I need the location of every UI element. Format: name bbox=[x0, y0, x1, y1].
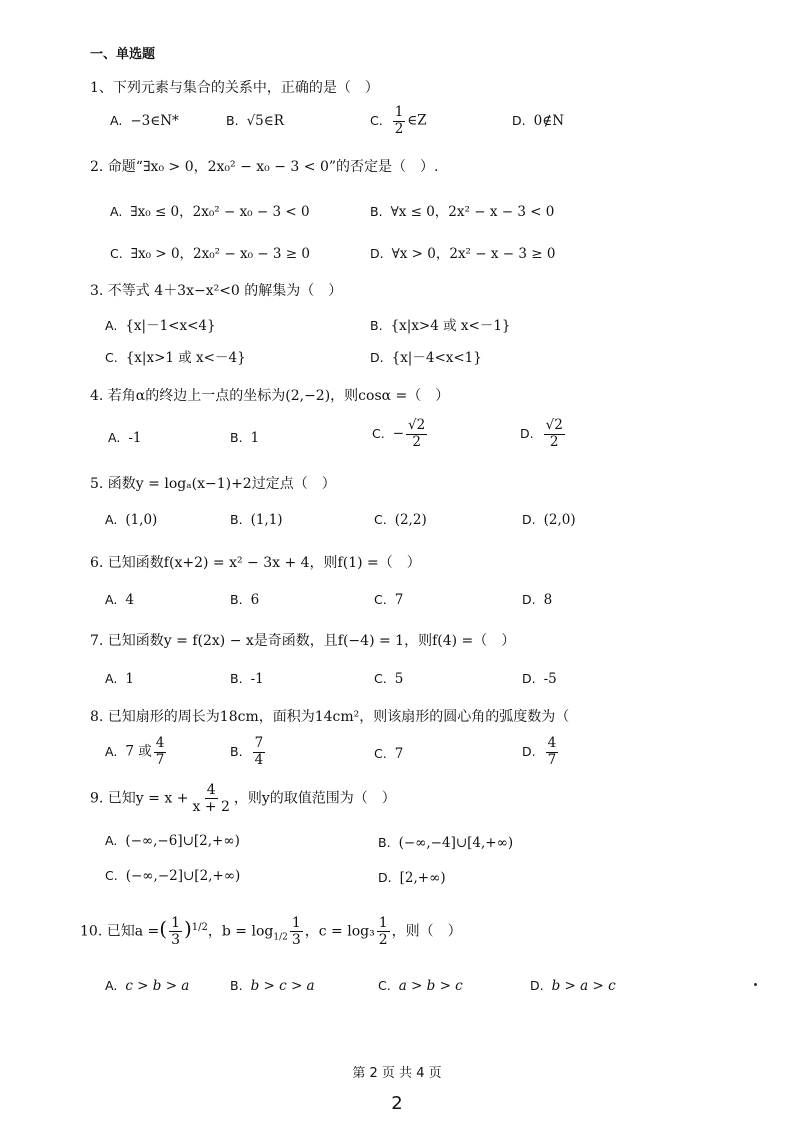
q5-option-b: B. (1,1) bbox=[230, 512, 283, 528]
q8-option-c: C. 7 bbox=[374, 746, 404, 762]
q8-option-b: B. $\frac{7}{4}$ bbox=[230, 735, 264, 768]
q5-option-c: C. (2,2) bbox=[374, 512, 427, 528]
q6-option-d: D. 8 bbox=[522, 592, 553, 608]
q1-option-c: C. $\frac{1}{2}$ ∈Z bbox=[370, 104, 427, 137]
q4-option-a: A. -1 bbox=[108, 430, 142, 446]
q9-option-d: D. [2,+∞) bbox=[378, 870, 446, 886]
q3-option-a: A. {x|－1<x<4} bbox=[105, 318, 216, 334]
q6-option-b: B. 6 bbox=[230, 592, 260, 608]
q1-option-a: A. −3∈N* bbox=[110, 113, 179, 129]
q4-option-b: B. 1 bbox=[230, 430, 260, 446]
q2-option-b: B. ∀x ≤ 0，2x² − x − 3 < 0 bbox=[370, 204, 555, 220]
q5-option-a: A. (1,0) bbox=[105, 512, 158, 528]
q1-option-b: B. √5∈R bbox=[226, 113, 284, 129]
q7-option-b: B. -1 bbox=[230, 671, 264, 687]
q7-option-d: D. -5 bbox=[522, 671, 557, 687]
q4-option-d: D. $\frac{√2}{2}$ bbox=[520, 417, 563, 450]
q10-option-b: B. b > c > a bbox=[230, 978, 315, 994]
q4-option-c: C. − $\frac{√2}{2}$ bbox=[372, 417, 426, 450]
question-2-stem: 2. 命题“∃x₀ > 0，2x₀² − x₀ − 3 < 0”的否定是（ ）. bbox=[90, 159, 439, 175]
question-10-stem: 10. 已知a =( $\frac{1}{3}$ )$^{1/2}$，$b = \log_{1/2}$ $\frac{1}{3}$ ，c = log₃ $\frac{1}{2}$ ，则（ ） bbox=[80, 915, 462, 949]
question-6-stem: 6. 已知函数f(x+2) = x² − 3x + 4，则f(1) =（ ） bbox=[90, 555, 421, 571]
page-number: 2 bbox=[391, 1093, 403, 1114]
page-footer: 第 2 页 共 4 页 bbox=[352, 1066, 442, 1081]
q2-option-d: D. ∀x > 0，2x² − x − 3 ≥ 0 bbox=[370, 246, 556, 262]
q3-option-c: C. {x|x>1 或 x<－4} bbox=[105, 350, 246, 366]
q2-option-a: A. ∃x₀ ≤ 0，2x₀² − x₀ − 3 < 0 bbox=[110, 204, 310, 220]
question-8-stem: 8. 已知扇形的周长为18cm，面积为14cm²，则该扇形的圆心角的弧度数为（ bbox=[90, 709, 570, 725]
question-5-stem: 5. 函数y = logₐ(x−1)+2过定点（ ） bbox=[90, 476, 336, 492]
q10-option-a: A. c > b > a bbox=[105, 978, 190, 994]
section-title: 一、单选题 bbox=[90, 47, 156, 62]
q6-option-c: C. 7 bbox=[374, 592, 404, 608]
question-1-stem: 1、下列元素与集合的关系中，正确的是（ ） bbox=[90, 80, 379, 96]
q7-option-a: A. 1 bbox=[105, 671, 134, 687]
question-7-stem: 7. 已知函数y = f(2x) − x是奇函数，且f(−4) = 1，则f(4) =（ ） bbox=[90, 633, 516, 649]
q2-option-c: C. ∃x₀ > 0，2x₀² − x₀ − 3 ≥ 0 bbox=[110, 246, 310, 262]
question-4-stem: 4. 若角α的终边上一点的坐标为(2,−2)，则cosα =（ ） bbox=[90, 388, 450, 404]
scan-speck bbox=[754, 983, 757, 986]
q3-option-b: B. {x|x>4 或 x<－1} bbox=[370, 318, 511, 334]
q3-option-d: D. {x|－4<x<1} bbox=[370, 350, 482, 366]
q5-option-d: D. (2,0) bbox=[522, 512, 576, 528]
q9-option-a: A. (−∞,−6]∪[2,+∞) bbox=[105, 833, 240, 849]
q9-option-c: C. (−∞,−2]∪[2,+∞) bbox=[105, 868, 241, 884]
question-9-stem: 9. 已知y = x + $\frac{4}{x + 2}$ ，则y的取值范围为（ ） bbox=[90, 782, 396, 816]
question-3-stem: 3. 不等式 4＋3x−x²<0 的解集为（ ） bbox=[90, 283, 343, 299]
q9-option-b: B. (−∞,−4]∪[4,+∞) bbox=[378, 835, 514, 851]
q10-option-d: D. b > a > c bbox=[530, 978, 616, 994]
q8-option-d: D. $\frac{4}{7}$ bbox=[522, 735, 557, 768]
q1-option-d: D. 0∉N bbox=[512, 113, 565, 129]
q6-option-a: A. 4 bbox=[105, 592, 134, 608]
q7-option-c: C. 5 bbox=[374, 671, 404, 687]
q10-option-c: C. a > b > c bbox=[378, 978, 463, 994]
q8-option-a: A. 7 或 $\frac{4}{7}$ bbox=[105, 735, 165, 768]
